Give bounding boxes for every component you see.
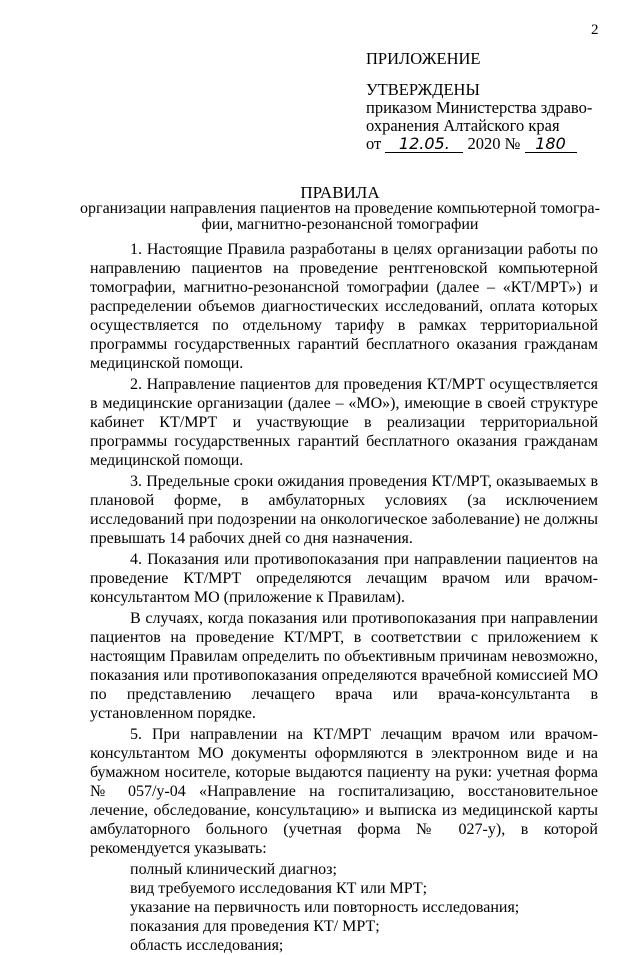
document-subtitle-line: фии, магнитно-резонансной томографии bbox=[201, 216, 479, 233]
list-item: полный клинический диагноз; bbox=[130, 861, 337, 878]
order-date-line bbox=[366, 135, 626, 153]
handwritten-date: 12.05. bbox=[385, 136, 463, 153]
document-body bbox=[90, 240, 598, 955]
year-label: 2020 № bbox=[467, 134, 521, 153]
appendix-title: ПРИЛОЖЕНИЕ bbox=[366, 49, 481, 68]
list-item: вид требуемого исследования КТ или МРТ; bbox=[130, 880, 428, 897]
paragraph: В случаях, когда показания или противопоказания при направлении пациентов на проведение КТ/МРТ, в соответствии с приложением к настоящим Правилам определить по объективным причинам невозможно, показания или противопоказания определяются врачебной комиссией МО по представлению лечащего врача или врача-консультанта в установленном порядке. bbox=[90, 610, 598, 722]
paragraph: 4. Показания или противопоказания при направлении пациентов на проведение КТ/МРТ определяются лечащим врачом или врачом-консультантом МО (приложение к Правилам). bbox=[90, 551, 598, 606]
page-number: 2 bbox=[591, 22, 599, 38]
list-item: указание на первичность или повторность исследования; bbox=[130, 899, 520, 916]
approved-heading: УТВЕРЖДЕНЫ bbox=[366, 80, 480, 99]
order-line: охранения Алтайского края bbox=[366, 116, 560, 135]
paragraph: 3. Предельные сроки ожидания проведения КТ/МРТ, оказываемых в плановой форме, в амбулаторных условиях (за исключением исследований при подозрении на онкологическое заболевание) не должны превышать 14 рабочих дней со дня назначения. bbox=[90, 473, 598, 547]
appendix-block bbox=[366, 50, 626, 153]
order-line: приказом Министерства здраво- bbox=[366, 98, 593, 117]
document-subtitle-line: организации направления пациентов на проведение компьютерной томогра- bbox=[80, 200, 600, 217]
paragraph: 2. Направление пациентов для проведения КТ/МРТ осуществляется в медицинские организации (далее – «МО»), имеющие в своей структуре кабинет КТ/МРТ и участвующие в реализации территориальной программы государственных гарантий бесплатного оказания гражданам медицинской помощи. bbox=[90, 376, 598, 469]
list-item: показания для проведения КТ/ МРТ; bbox=[130, 918, 380, 935]
date-prefix: от bbox=[366, 134, 382, 153]
handwritten-order-number: 180 bbox=[525, 136, 577, 153]
document-title: ПРАВИЛА bbox=[300, 183, 380, 202]
paragraph: 1. Настоящие Правила разработаны в целях организации работы по направлению пациентов на проведение рентгеновской компьютерной томографии, магнитно-резонансной томографии (далее – «КТ/МРТ») и распределении объемов диагностических исследований, оплата которых осуществляется по отдельному тарифу в рамках территориальной программы государственных гарантий бесплатного оказания гражданам медицинской помощи. bbox=[90, 241, 598, 372]
paragraph: 5. При направлении на КТ/МРТ лечащим врачом или врачом-консультантом МО документы оформляются в электронном виде и на бумажном носителе, которые выдаются пациенту на руки: учетная форма № 057/у-04 «Направление на госпитализацию, восстановительное лечение, обследование, консультацию» и выписка из медицинской карты амбулаторного больного (учетная форма № 027-у), в которой рекомендуется указывать: bbox=[90, 726, 598, 857]
document-title-block bbox=[60, 185, 620, 233]
list-item: область исследования; bbox=[130, 937, 284, 954]
